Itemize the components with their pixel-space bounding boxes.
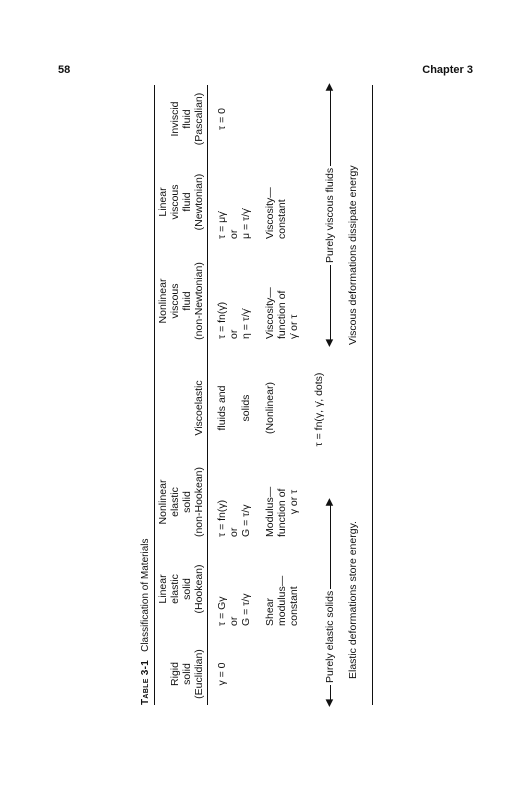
cell-text: τ = μγ̇ bbox=[216, 211, 228, 239]
cell-text: (Nonlinear) bbox=[264, 382, 276, 434]
head-line: solid bbox=[181, 578, 193, 600]
elastic-range-arrow bbox=[324, 500, 336, 705]
viscous-range-label: Purely viscous fluids bbox=[324, 167, 336, 263]
head-line: (Pascalian) bbox=[193, 92, 205, 146]
head-line: Linear bbox=[157, 187, 169, 217]
cell-text: function of bbox=[276, 290, 288, 339]
cell-text: γ = 0 bbox=[216, 662, 228, 686]
head-line: fluid bbox=[181, 291, 193, 311]
classification-table bbox=[140, 85, 388, 705]
cell-text: G = τ/γ bbox=[240, 504, 252, 537]
cell-text: μ = τ/γ̇ bbox=[240, 208, 252, 239]
head-line: Rigid bbox=[169, 662, 181, 686]
arrow-right-icon: ▶ bbox=[324, 498, 335, 506]
elastic-range-label: Purely elastic solids bbox=[324, 590, 336, 683]
table-caption bbox=[140, 539, 152, 705]
cell-text: τ = fn(γ̇) bbox=[216, 301, 228, 339]
chapter-label: Chapter 3 bbox=[422, 64, 473, 76]
cell-text: Shear bbox=[264, 597, 276, 626]
cell-text: τ = 0 bbox=[216, 108, 228, 130]
head-line: fluid bbox=[181, 109, 193, 129]
cell-text: Viscosity— bbox=[264, 287, 276, 339]
head-line: (Euclidian) bbox=[193, 649, 205, 699]
cell-text: function of bbox=[276, 488, 288, 537]
cell-text: γ or τ bbox=[288, 489, 300, 515]
head-line: viscous bbox=[169, 283, 181, 319]
head-line: Nonlinear bbox=[157, 278, 169, 324]
cell-text: modulus— bbox=[276, 575, 288, 626]
cell-text: η = τ/γ̇ bbox=[240, 308, 252, 339]
viscous-range-arrow bbox=[324, 85, 336, 345]
cell-text: constant bbox=[288, 586, 300, 626]
cell-text: constant bbox=[276, 199, 288, 239]
cell-text: G = τ/γ bbox=[240, 593, 252, 626]
head-line: Linear bbox=[157, 574, 169, 604]
head-line: viscous bbox=[169, 184, 181, 220]
head-line: elastic bbox=[169, 487, 181, 517]
head-line: solid bbox=[181, 663, 193, 685]
arrow-left-icon: ◀ bbox=[324, 699, 335, 707]
head-line: Nonlinear bbox=[157, 479, 169, 525]
head-line: (non-Newtonian) bbox=[193, 262, 205, 340]
head-line: Inviscid bbox=[169, 101, 181, 137]
top-rule bbox=[154, 85, 155, 705]
head-line: (Hookean) bbox=[193, 564, 205, 614]
arrow-right-icon: ▶ bbox=[324, 83, 335, 91]
table-label: Table 3-1 bbox=[140, 659, 151, 705]
cell-text: solids bbox=[240, 394, 252, 422]
head-line: (Newtonian) bbox=[193, 173, 205, 231]
head-line: solid bbox=[181, 491, 193, 513]
head-line: Viscoelastic bbox=[193, 380, 205, 436]
viscous-energy-note: Viscous deformations dissipate energy bbox=[347, 165, 359, 345]
elastic-energy-note: Elastic deformations store energy. bbox=[347, 521, 359, 679]
cell-text: Modulus— bbox=[264, 486, 276, 537]
cell-text: or bbox=[228, 527, 240, 537]
cell-text: or bbox=[228, 329, 240, 339]
header-rule bbox=[207, 85, 208, 705]
page-number: 58 bbox=[58, 64, 71, 76]
head-line: fluid bbox=[181, 192, 193, 212]
table-title: Classification of Materials bbox=[140, 538, 151, 652]
cell-text: or bbox=[228, 616, 240, 626]
cell-text: τ = Gγ bbox=[216, 596, 228, 626]
viscoelastic-formula: τ = fn(γ, γ̇, dots) bbox=[313, 372, 325, 447]
head-line: (non-Hookean) bbox=[193, 466, 205, 538]
cell-text: τ = fn(γ) bbox=[216, 499, 228, 537]
cell-text: or bbox=[228, 229, 240, 239]
cell-text: Viscosity— bbox=[264, 187, 276, 239]
cell-text: γ̇ or τ bbox=[288, 314, 300, 339]
head-line: elastic bbox=[169, 574, 181, 604]
bottom-rule bbox=[372, 85, 373, 705]
arrow-left-icon: ◀ bbox=[324, 339, 335, 347]
cell-text: fluids and bbox=[216, 385, 228, 431]
